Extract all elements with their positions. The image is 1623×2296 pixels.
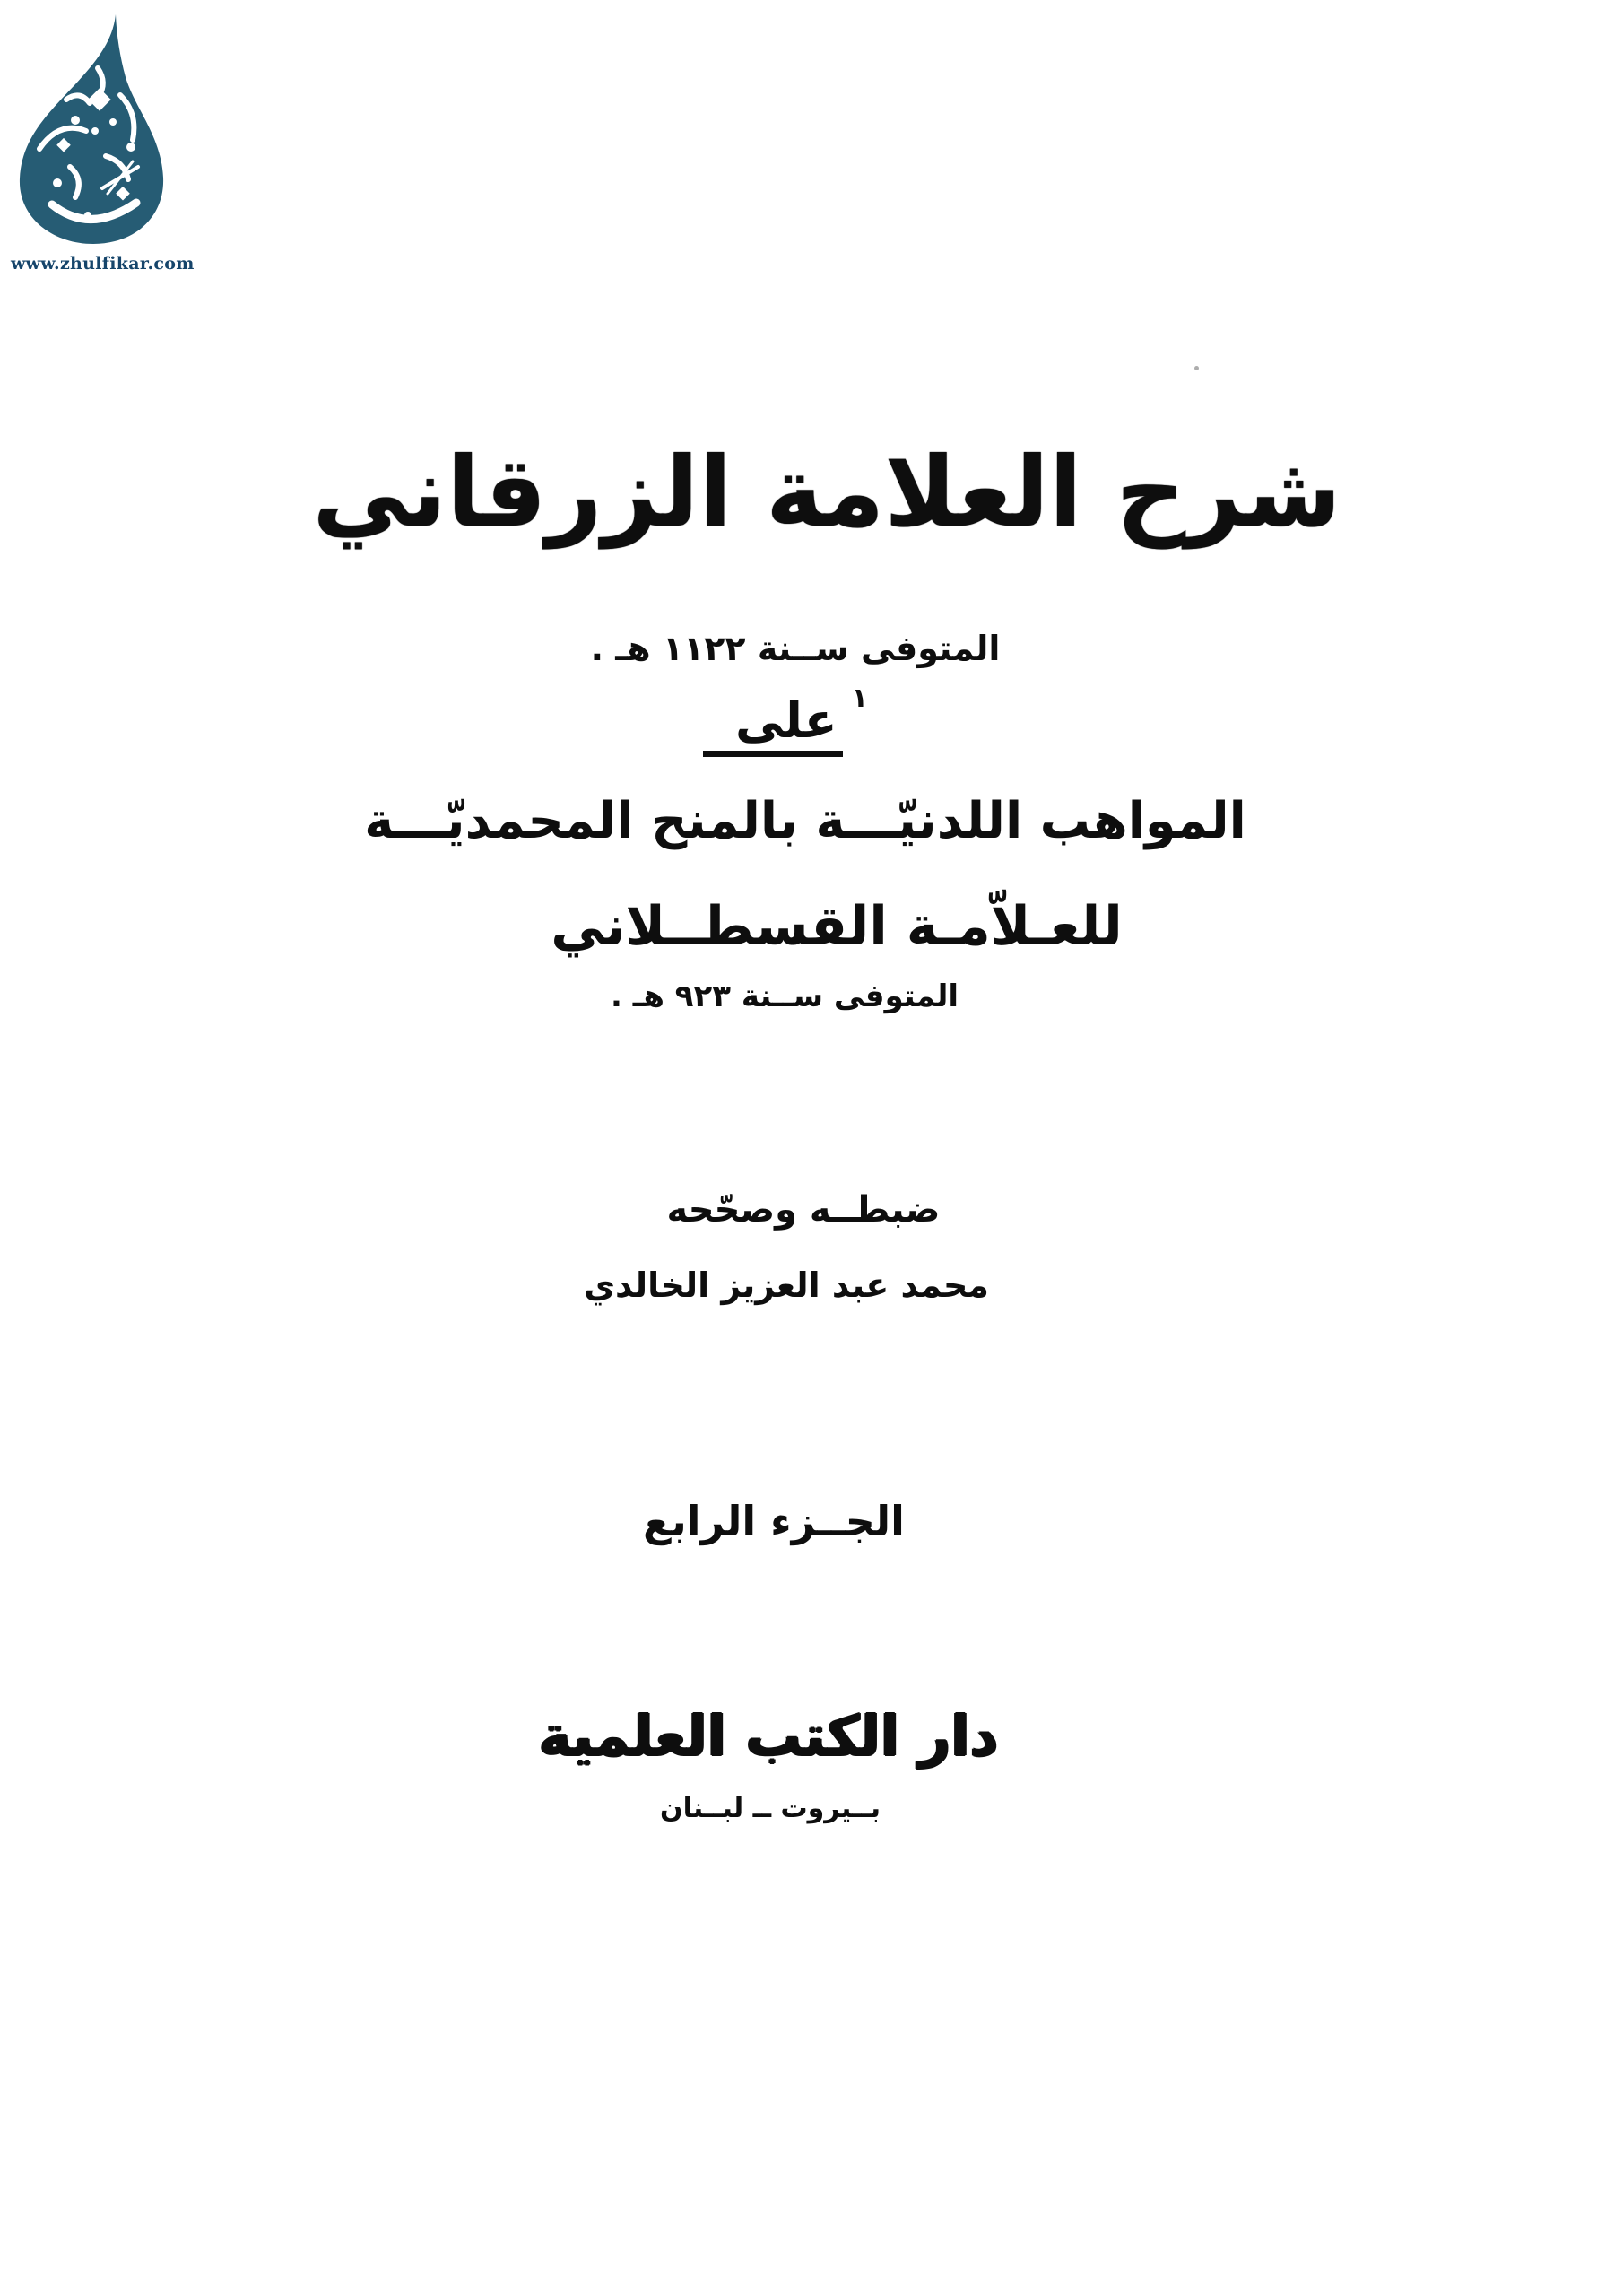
preposition-word: على [703,693,843,757]
commentator-death-note: المتوفى ســنة ١١٢٢ هـ . [590,629,1001,668]
book-title: شرح العلامة الزرقاني [312,437,1341,549]
publisher-location: بــيروت ــ لبــنان [659,1793,881,1824]
editor-name: محمد عبد العزيز الخالدي [584,1265,989,1305]
zhulfikar-watermark [11,13,195,274]
publisher-name: دار الكتب العلمية [538,1703,999,1769]
website-url-text: www.zhulfikar.com [11,254,195,274]
base-author-line: للعـلاّمـة القسطــلاني [551,895,1123,958]
volume-label: الجــزء الرابع [643,1497,905,1545]
footnote-mark: ١ [851,683,868,714]
preposition-line [0,683,1597,757]
base-author-death-note: المتوفى ســنة ٩٢٣ هـ . [611,978,959,1014]
zhulfikar-drop-logo [13,13,170,248]
scan-artifact-speck [1194,366,1199,370]
editor-label: ضبطــه وصحّحه [666,1189,941,1231]
base-work-title: المواهب اللدنيّـــة بالمنح المحمديّـــة [364,792,1246,850]
